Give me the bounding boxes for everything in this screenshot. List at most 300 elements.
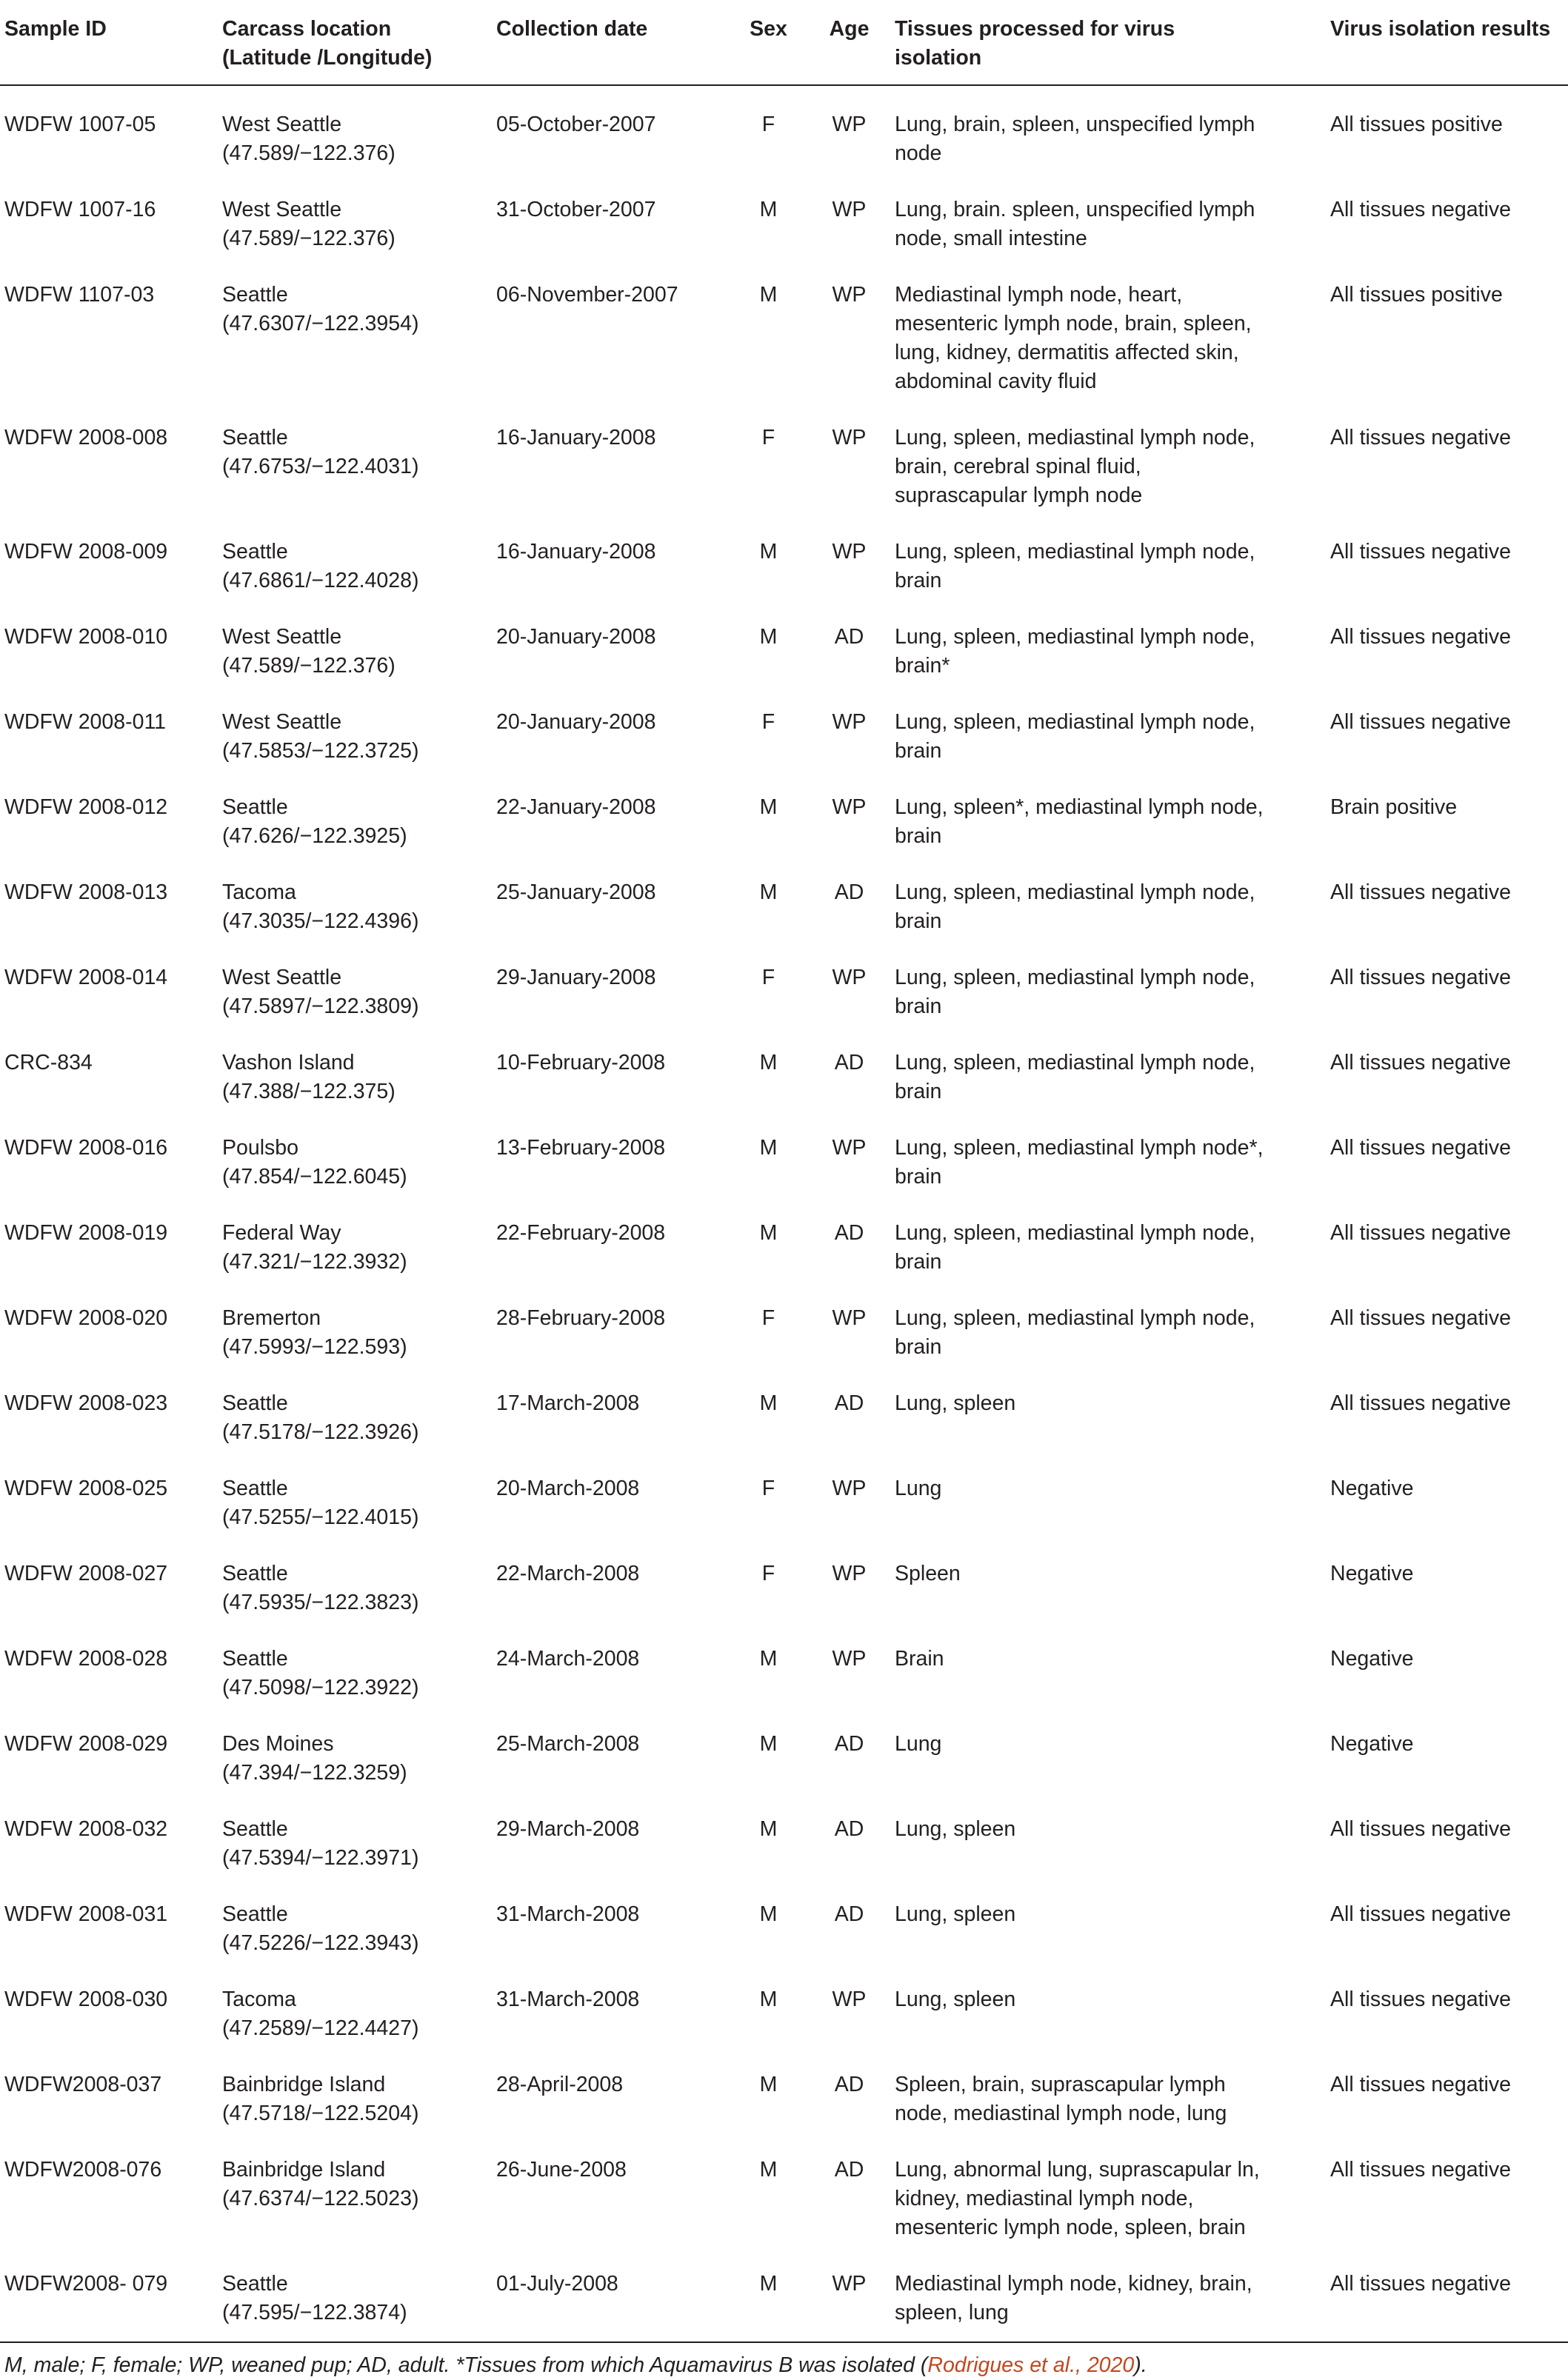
table-row — [0, 2135, 1568, 2249]
sex-value: M — [759, 795, 778, 819]
tissues-line: Lung, spleen — [895, 1391, 1016, 1415]
cell-virus-result — [1330, 1794, 1568, 1879]
cell-carcass-location — [222, 1113, 496, 1198]
cell-carcass-location — [222, 1454, 496, 1539]
cell-sample-id — [0, 943, 222, 1028]
cell-tissues — [895, 1624, 1330, 1709]
location-name: West Seattle — [222, 113, 342, 136]
tissues-line: node, small intestine — [895, 227, 1087, 250]
cell-collection-date — [496, 260, 733, 403]
location-name: Bainbridge Island — [222, 2158, 386, 2182]
collection-date: 06-November-2007 — [496, 283, 678, 307]
location-coordinates: (47.5178/−122.3926) — [222, 1420, 419, 1444]
header-age — [804, 0, 895, 85]
cell-carcass-location — [222, 1965, 496, 2050]
cell-virus-result — [1330, 1198, 1568, 1283]
age-value: AD — [834, 2158, 864, 2182]
cell-virus-result — [1330, 1113, 1568, 1198]
table-row — [0, 1624, 1568, 1709]
location-coordinates: (47.6307/−122.3954) — [222, 312, 419, 335]
virus-result: All tissues negative — [1330, 1136, 1511, 1160]
cell-tissues — [895, 2050, 1330, 2135]
location-name: Seattle — [222, 283, 288, 307]
tissues-line: brain — [895, 995, 942, 1018]
cell-sample-id — [0, 1879, 222, 1965]
cell-tissues — [895, 1454, 1330, 1539]
age-value: WP — [832, 113, 867, 136]
cell-sample-id — [0, 1539, 222, 1624]
cell-collection-date — [496, 1028, 733, 1113]
table-row — [0, 602, 1568, 687]
sex-value: F — [761, 113, 775, 136]
cell-virus-result — [1330, 602, 1568, 687]
virus-result: All tissues negative — [1330, 1051, 1511, 1074]
age-value: WP — [832, 198, 867, 221]
virus-result: All tissues negative — [1330, 1988, 1511, 2011]
header-carcass-location — [222, 0, 496, 85]
cell-sex — [733, 943, 804, 1028]
location-name: Seattle — [222, 1817, 288, 1841]
tissues-line: brain — [895, 909, 942, 933]
tissues-line: Lung — [895, 1732, 942, 1756]
location-name: Seattle — [222, 1902, 288, 1926]
age-value: AD — [834, 1732, 864, 1756]
location-name: Seattle — [222, 2272, 288, 2296]
sex-value: F — [761, 966, 775, 989]
age-value: WP — [832, 2272, 867, 2296]
cell-virus-result — [1330, 1368, 1568, 1454]
cell-age — [804, 260, 895, 403]
cell-tissues — [895, 403, 1330, 517]
table-row — [0, 2050, 1568, 2135]
sample-id: WDFW 2008-027 — [4, 1562, 168, 1585]
cell-sample-id — [0, 2249, 222, 2342]
cell-tissues — [895, 943, 1330, 1028]
virus-result: Brain positive — [1330, 795, 1458, 819]
cell-sample-id — [0, 1028, 222, 1113]
sample-id: WDFW 2008-008 — [4, 426, 168, 449]
cell-carcass-location — [222, 1539, 496, 1624]
location-coordinates: (47.5226/−122.3943) — [222, 1931, 419, 1955]
cell-tissues — [895, 1198, 1330, 1283]
cell-tissues — [895, 602, 1330, 687]
table-row — [0, 772, 1568, 858]
tissues-line: Lung — [895, 1477, 942, 1500]
cell-tissues — [895, 1879, 1330, 1965]
header-text: Virus isolation results — [1330, 17, 1551, 41]
virus-result: All tissues negative — [1330, 1221, 1511, 1245]
cell-age — [804, 1709, 895, 1794]
age-value: WP — [832, 426, 867, 449]
header-text: Tissues processed for virus — [895, 17, 1175, 41]
tissues-line: Lung, spleen, mediastinal lymph node, — [895, 1306, 1255, 1330]
cell-collection-date — [496, 1198, 733, 1283]
cell-age — [804, 687, 895, 772]
table-row — [0, 1028, 1568, 1113]
table-row — [0, 687, 1568, 772]
virus-result: All tissues negative — [1330, 1306, 1511, 1330]
cell-virus-result — [1330, 1539, 1568, 1624]
tissues-line: brain — [895, 824, 942, 848]
location-name: Seattle — [222, 1562, 288, 1585]
virus-result: Negative — [1330, 1647, 1414, 1671]
tissues-line: Lung, spleen, mediastinal lymph node, — [895, 1051, 1255, 1074]
sample-id: WDFW 2008-028 — [4, 1647, 168, 1671]
cell-tissues — [895, 175, 1330, 260]
cell-carcass-location — [222, 2135, 496, 2249]
cell-tissues — [895, 1113, 1330, 1198]
collection-date: 29-January-2008 — [496, 966, 656, 989]
location-name: Federal Way — [222, 1221, 341, 1245]
location-name: Poulsbo — [222, 1136, 298, 1160]
cell-age — [804, 1113, 895, 1198]
cell-carcass-location — [222, 943, 496, 1028]
header-row — [0, 0, 1568, 85]
header-text: Sample ID — [4, 17, 107, 41]
sample-id: WDFW 1107-03 — [4, 283, 155, 307]
sex-value: F — [761, 1477, 775, 1500]
collection-date: 24-March-2008 — [496, 1647, 640, 1671]
cell-collection-date — [496, 1113, 733, 1198]
age-value: WP — [832, 1306, 867, 1330]
cell-sex — [733, 1965, 804, 2050]
sample-id: WDFW 2008-019 — [4, 1221, 168, 1245]
sex-value: F — [761, 1306, 775, 1330]
cell-collection-date — [496, 858, 733, 943]
cell-age — [804, 1283, 895, 1368]
cell-tissues — [895, 1368, 1330, 1454]
location-coordinates: (47.626/−122.3925) — [222, 824, 407, 848]
cell-sample-id — [0, 1283, 222, 1368]
virus-result: All tissues negative — [1330, 710, 1511, 734]
cell-collection-date — [496, 175, 733, 260]
sex-value: M — [759, 1391, 778, 1415]
sex-value: M — [759, 198, 778, 221]
table-row — [0, 1368, 1568, 1454]
cell-collection-date — [496, 403, 733, 517]
cell-virus-result — [1330, 1879, 1568, 1965]
cell-collection-date — [496, 1539, 733, 1624]
sex-value: M — [759, 1051, 778, 1074]
cell-tissues — [895, 517, 1330, 602]
cell-sample-id — [0, 260, 222, 403]
location-coordinates: (47.6753/−122.4031) — [222, 455, 419, 478]
cell-sex — [733, 1028, 804, 1113]
location-coordinates: (47.5098/−122.3922) — [222, 1676, 419, 1699]
cell-sample-id — [0, 1113, 222, 1198]
location-name: Tacoma — [222, 1988, 296, 2011]
cell-sex — [733, 1624, 804, 1709]
cell-virus-result — [1330, 2135, 1568, 2249]
collection-date: 22-January-2008 — [496, 795, 656, 819]
cell-carcass-location — [222, 1198, 496, 1283]
location-name: Seattle — [222, 426, 288, 449]
sex-value: M — [759, 1136, 778, 1160]
location-name: Tacoma — [222, 880, 296, 904]
cell-collection-date — [496, 85, 733, 175]
cell-age — [804, 1794, 895, 1879]
sex-value: M — [759, 2272, 778, 2296]
location-coordinates: (47.6374/−122.5023) — [222, 2187, 419, 2210]
table-row — [0, 517, 1568, 602]
cell-tissues — [895, 1794, 1330, 1879]
location-coordinates: (47.589/−122.376) — [222, 227, 396, 250]
cell-collection-date — [496, 1879, 733, 1965]
cell-collection-date — [496, 1454, 733, 1539]
table-footnote — [0, 2343, 1568, 2380]
cell-virus-result — [1330, 517, 1568, 602]
cell-age — [804, 1879, 895, 1965]
cell-carcass-location — [222, 1283, 496, 1368]
age-value: AD — [834, 1902, 864, 1926]
sample-id: WDFW 2008-011 — [4, 710, 167, 734]
tissues-line: brain — [895, 1335, 942, 1359]
collection-date: 31-March-2008 — [496, 1988, 640, 2011]
location-name: Seattle — [222, 540, 288, 564]
sex-value: M — [759, 2158, 778, 2182]
cell-tissues — [895, 85, 1330, 175]
table-row — [0, 1709, 1568, 1794]
sex-value: M — [759, 880, 778, 904]
tissues-line: Lung, spleen, mediastinal lymph node, — [895, 426, 1255, 449]
location-coordinates: (47.5853/−122.3725) — [222, 739, 419, 763]
cell-virus-result — [1330, 858, 1568, 943]
cell-sex — [733, 517, 804, 602]
cell-age — [804, 517, 895, 602]
cell-sample-id — [0, 772, 222, 858]
cell-sample-id — [0, 687, 222, 772]
cell-age — [804, 1198, 895, 1283]
tissues-line: suprascapular lymph node — [895, 484, 1143, 507]
sample-id: CRC-834 — [4, 1051, 93, 1074]
tissues-line: Spleen, brain, suprascapular lymph — [895, 2073, 1226, 2096]
cell-virus-result — [1330, 1283, 1568, 1368]
header-sample-id — [0, 0, 222, 85]
cell-sample-id — [0, 2135, 222, 2249]
location-coordinates: (47.5718/−122.5204) — [222, 2102, 419, 2125]
collection-date: 22-February-2008 — [496, 1221, 666, 1245]
cell-collection-date — [496, 2249, 733, 2342]
tissues-line: Mediastinal lymph node, heart, — [895, 283, 1183, 307]
cell-sample-id — [0, 1198, 222, 1283]
footnote-text: M, male; F, female; WP, weaned pup; AD, adult. *Tissues from which Aquamavirus B was isolated ( — [4, 2353, 928, 2377]
table-row — [0, 1283, 1568, 1368]
tissues-line: Lung, spleen, mediastinal lymph node, — [895, 880, 1255, 904]
tissues-line: Lung, spleen*, mediastinal lymph node, — [895, 795, 1264, 819]
cell-tissues — [895, 2249, 1330, 2342]
header-sex — [733, 0, 804, 85]
cell-sex — [733, 1283, 804, 1368]
collection-date: 20-January-2008 — [496, 710, 656, 734]
tissues-line: abdominal cavity fluid — [895, 370, 1097, 393]
tissues-line: Lung, spleen, mediastinal lymph node, — [895, 1221, 1255, 1245]
virus-result: All tissues negative — [1330, 625, 1511, 649]
cell-virus-result — [1330, 85, 1568, 175]
cell-virus-result — [1330, 943, 1568, 1028]
tissues-line: Brain — [895, 1647, 944, 1671]
sex-value: F — [761, 1562, 775, 1585]
table-row — [0, 175, 1568, 260]
footnote-reference-link[interactable]: Rodrigues et al., 2020 — [927, 2353, 1135, 2377]
location-name: West Seattle — [222, 966, 342, 989]
location-coordinates: (47.388/−122.375) — [222, 1080, 396, 1103]
location-name: Seattle — [222, 795, 288, 819]
sex-value: M — [759, 2073, 778, 2096]
tissues-line: brain — [895, 1080, 942, 1103]
location-coordinates: (47.6861/−122.4028) — [222, 569, 419, 592]
tissues-line: Lung, spleen, mediastinal lymph node, — [895, 625, 1255, 649]
cell-tissues — [895, 1283, 1330, 1368]
virus-result: All tissues positive — [1330, 283, 1503, 307]
virus-result: Negative — [1330, 1562, 1414, 1585]
age-value: WP — [832, 1136, 867, 1160]
cell-carcass-location — [222, 687, 496, 772]
cell-age — [804, 403, 895, 517]
sample-id: WDFW 2008-016 — [4, 1136, 168, 1160]
table-row — [0, 1879, 1568, 1965]
collection-date: 22-March-2008 — [496, 1562, 640, 1585]
cell-sample-id — [0, 1794, 222, 1879]
cell-carcass-location — [222, 175, 496, 260]
sex-value: M — [759, 1988, 778, 2011]
cell-carcass-location — [222, 858, 496, 943]
sex-value: M — [759, 283, 778, 307]
sex-value: F — [761, 426, 775, 449]
table-row — [0, 2249, 1568, 2342]
table-row — [0, 1454, 1568, 1539]
header-collection-date — [496, 0, 733, 85]
cell-collection-date — [496, 1965, 733, 2050]
cell-virus-result — [1330, 260, 1568, 403]
cell-sex — [733, 1709, 804, 1794]
header-text: Carcass location — [222, 17, 392, 41]
header-text: isolation — [895, 46, 982, 70]
cell-sample-id — [0, 403, 222, 517]
cell-virus-result — [1330, 1709, 1568, 1794]
sample-id: WDFW 1007-05 — [4, 113, 156, 136]
location-name: Bainbridge Island — [222, 2073, 386, 2096]
cell-sample-id — [0, 1454, 222, 1539]
sex-value: M — [759, 1221, 778, 1245]
cell-carcass-location — [222, 517, 496, 602]
age-value: WP — [832, 795, 867, 819]
cell-sample-id — [0, 1965, 222, 2050]
cell-sample-id — [0, 85, 222, 175]
tissues-line: mesenteric lymph node, spleen, brain — [895, 2216, 1246, 2239]
cell-age — [804, 1028, 895, 1113]
cell-sex — [733, 85, 804, 175]
collection-date: 16-January-2008 — [496, 426, 656, 449]
cell-sex — [733, 260, 804, 403]
virus-result: All tissues negative — [1330, 540, 1511, 564]
location-coordinates: (47.5993/−122.593) — [222, 1335, 407, 1359]
age-value: WP — [832, 1562, 867, 1585]
cell-tissues — [895, 858, 1330, 943]
cell-carcass-location — [222, 1028, 496, 1113]
cell-collection-date — [496, 602, 733, 687]
table-header — [0, 0, 1568, 85]
tissues-line: Lung, brain. spleen, unspecified lymph — [895, 198, 1255, 221]
cell-tissues — [895, 2135, 1330, 2249]
cell-sex — [733, 1368, 804, 1454]
cell-sex — [733, 858, 804, 943]
cell-collection-date — [496, 2050, 733, 2135]
cell-age — [804, 1539, 895, 1624]
collection-date: 26-June-2008 — [496, 2158, 627, 2182]
location-coordinates: (47.595/−122.3874) — [222, 2301, 407, 2324]
age-value: AD — [834, 880, 864, 904]
cell-collection-date — [496, 1624, 733, 1709]
tissues-line: brain, cerebral spinal fluid, — [895, 455, 1141, 478]
virus-result: All tissues negative — [1330, 1817, 1511, 1841]
location-name: West Seattle — [222, 625, 342, 649]
tissues-line: Lung, spleen, mediastinal lymph node*, — [895, 1136, 1264, 1160]
virus-result: All tissues negative — [1330, 966, 1511, 989]
tissues-line: Lung, brain, spleen, unspecified lymph — [895, 113, 1255, 136]
cell-tissues — [895, 1028, 1330, 1113]
virus-result: All tissues negative — [1330, 2158, 1511, 2182]
sex-value: M — [759, 1817, 778, 1841]
location-coordinates: (47.2589/−122.4427) — [222, 2016, 419, 2040]
location-name: Bremerton — [222, 1306, 321, 1330]
cell-age — [804, 2135, 895, 2249]
cell-sex — [733, 772, 804, 858]
sex-value: M — [759, 1647, 778, 1671]
cell-age — [804, 1965, 895, 2050]
table-row — [0, 943, 1568, 1028]
collection-date: 20-January-2008 — [496, 625, 656, 649]
location-coordinates: (47.589/−122.376) — [222, 654, 396, 678]
cell-sex — [733, 1113, 804, 1198]
cell-virus-result — [1330, 1028, 1568, 1113]
location-name: West Seattle — [222, 710, 342, 734]
cell-sex — [733, 175, 804, 260]
cell-tissues — [895, 1965, 1330, 2050]
collection-date: 31-March-2008 — [496, 1902, 640, 1926]
location-coordinates: (47.854/−122.6045) — [222, 1165, 407, 1189]
tissues-line: mesenteric lymph node, brain, spleen, — [895, 312, 1252, 335]
location-name: Seattle — [222, 1477, 288, 1500]
sex-value: F — [761, 710, 775, 734]
virus-result: Negative — [1330, 1477, 1414, 1500]
header-text: Age — [829, 17, 870, 41]
cell-collection-date — [496, 517, 733, 602]
table-row — [0, 1539, 1568, 1624]
age-value: AD — [834, 2073, 864, 2096]
table-row — [0, 858, 1568, 943]
tissues-line: Mediastinal lymph node, kidney, brain, — [895, 2272, 1252, 2296]
collection-date: 16-January-2008 — [496, 540, 656, 564]
table-row — [0, 403, 1568, 517]
cell-collection-date — [496, 687, 733, 772]
location-name: Vashon Island — [222, 1051, 355, 1074]
cell-sex — [733, 1198, 804, 1283]
virus-result: All tissues negative — [1330, 2073, 1511, 2096]
sample-id: WDFW2008-037 — [4, 2073, 162, 2096]
collection-date: 13-February-2008 — [496, 1136, 666, 1160]
cell-carcass-location — [222, 403, 496, 517]
cell-tissues — [895, 772, 1330, 858]
tissues-line: Lung, spleen — [895, 1817, 1016, 1841]
cell-tissues — [895, 1709, 1330, 1794]
age-value: WP — [832, 710, 867, 734]
cell-sex — [733, 403, 804, 517]
cell-sex — [733, 1539, 804, 1624]
sample-id: WDFW 2008-029 — [4, 1732, 168, 1756]
sex-value: M — [759, 540, 778, 564]
cell-virus-result — [1330, 687, 1568, 772]
sample-id: WDFW2008-076 — [4, 2158, 162, 2182]
